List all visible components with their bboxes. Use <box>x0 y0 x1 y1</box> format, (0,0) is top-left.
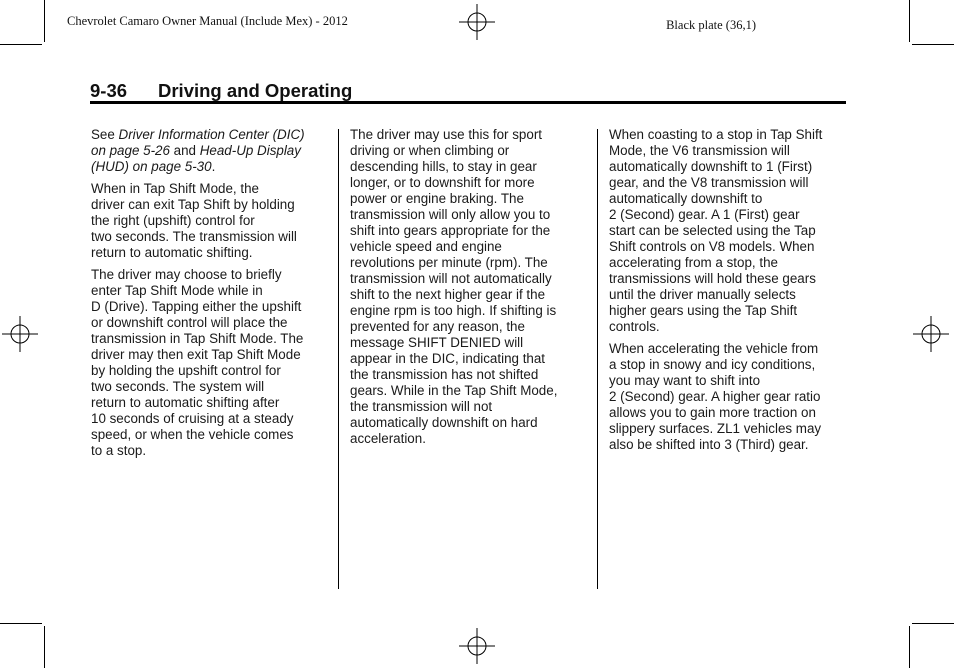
text-line <box>350 399 586 415</box>
text-line <box>609 303 845 319</box>
text-run: higher gears using the Tap Shift <box>609 303 798 318</box>
text-run: automatically downshift on hard <box>350 415 538 430</box>
text-line <box>609 271 845 287</box>
text-line <box>91 411 327 427</box>
text-line <box>609 255 845 271</box>
text-run: automatically downshift to <box>609 191 763 206</box>
text-line <box>609 143 845 159</box>
registration-mark-left <box>2 316 38 352</box>
text-line <box>609 319 845 335</box>
text-run: driver can exit Tap Shift by holding <box>91 197 295 212</box>
text-line <box>609 175 845 191</box>
text-line <box>91 395 327 411</box>
text-run: The driver may use this for sport <box>350 127 543 142</box>
text-line <box>350 335 586 351</box>
text-run: D (Drive). Tapping either the upshift <box>91 299 302 314</box>
text-line <box>609 437 845 453</box>
text-run: gears. While in the Tap Shift Mode, <box>350 383 558 398</box>
text-run: See <box>91 127 119 142</box>
text-run: allows you to gain more traction on <box>609 405 816 420</box>
text-line <box>609 373 845 389</box>
text-line <box>609 207 845 223</box>
text-column-1 <box>91 127 327 465</box>
text-run: . <box>211 159 216 174</box>
registration-mark-bottom <box>459 628 495 664</box>
text-line <box>91 213 327 229</box>
text-run: two seconds. The transmission will <box>91 229 297 244</box>
crop-mark-top-right-vertical <box>909 0 910 42</box>
text-run: the transmission will not <box>350 399 493 414</box>
text-run: driver may then exit Tap Shift Mode <box>91 347 301 362</box>
paragraph <box>350 127 586 447</box>
text-line <box>350 287 586 303</box>
text-run: the right (upshift) control for <box>91 213 255 228</box>
section-title: Driving and Operating <box>158 80 353 101</box>
column-divider-1 <box>338 129 339 589</box>
text-run: start can be selected using the Tap <box>609 223 816 238</box>
text-line <box>609 357 845 373</box>
text-line <box>350 383 586 399</box>
text-line <box>91 283 327 299</box>
text-column-3 <box>609 127 845 459</box>
text-line <box>350 319 586 335</box>
text-line <box>91 267 327 283</box>
text-line <box>91 379 327 395</box>
italic-reference: Driver Information Center (DIC) <box>118 127 305 142</box>
text-run: driving or when climbing or <box>350 143 510 158</box>
text-run: When in Tap Shift Mode, the <box>91 181 259 196</box>
header-rule <box>90 101 846 104</box>
text-line <box>350 351 586 367</box>
text-line <box>91 229 327 245</box>
text-line <box>91 331 327 347</box>
text-run: enter Tap Shift Mode while in <box>91 283 263 298</box>
text-line <box>91 127 327 143</box>
text-run: The driver may choose to briefly <box>91 267 282 282</box>
text-run: automatically downshift to 1 (First) <box>609 159 813 174</box>
text-run: slippery surfaces. ZL1 vehicles may <box>609 421 822 436</box>
text-line <box>91 443 327 459</box>
text-line <box>350 191 586 207</box>
print-plate-label: Black plate (36,1) <box>666 18 756 32</box>
text-run: 2 (Second) gear. A higher gear ratio <box>609 389 821 404</box>
text-line <box>609 239 845 255</box>
text-line <box>350 175 586 191</box>
text-run: transmissions will hold these gears <box>609 271 816 286</box>
text-run: return to automatic shifting. <box>91 245 253 260</box>
text-run: descending hills, to stay in gear <box>350 159 537 174</box>
text-run: longer, or to downshift for more <box>350 175 535 190</box>
text-run: prevented for any reason, the <box>350 319 525 334</box>
text-run: by holding the upshift control for <box>91 363 281 378</box>
text-line <box>609 127 845 143</box>
text-run: transmission in Tap Shift Mode. The <box>91 331 304 346</box>
text-run: two seconds. The system will <box>91 379 265 394</box>
text-line <box>350 303 586 319</box>
text-line <box>91 245 327 261</box>
text-line <box>350 127 586 143</box>
text-line <box>609 421 845 437</box>
text-line <box>350 207 586 223</box>
italic-reference: on page 5-26 <box>91 143 170 158</box>
paragraph <box>91 181 327 261</box>
text-run: shift into gears appropriate for the <box>350 223 551 238</box>
text-run: When accelerating the vehicle from <box>609 341 819 356</box>
crop-mark-bottom-right-vertical <box>909 626 910 668</box>
text-run: When coasting to a stop in Tap Shift <box>609 127 823 142</box>
text-line <box>91 363 327 379</box>
text-line <box>91 159 327 175</box>
paragraph <box>609 341 845 453</box>
text-line <box>350 159 586 175</box>
text-line <box>91 299 327 315</box>
text-run: transmission will not automatically <box>350 271 552 286</box>
text-run: also be shifted into 3 (Third) gear. <box>609 437 809 452</box>
crop-mark-bottom-right-horizontal <box>912 623 954 624</box>
text-run: to a stop. <box>91 443 147 458</box>
text-run: a stop in snowy and icy conditions, <box>609 357 816 372</box>
paragraph <box>91 127 327 175</box>
text-run: Shift controls on V8 models. When <box>609 239 815 254</box>
text-run: accelerating from a stop, the <box>609 255 778 270</box>
text-line <box>91 315 327 331</box>
crop-mark-top-left-horizontal <box>0 44 42 45</box>
text-line <box>609 191 845 207</box>
text-line <box>91 181 327 197</box>
text-run: revolutions per minute (rpm). The <box>350 255 548 270</box>
text-run: power or engine braking. The <box>350 191 524 206</box>
text-run: speed, or when the vehicle comes <box>91 427 294 442</box>
column-divider-2 <box>597 129 598 589</box>
text-run: controls. <box>609 319 660 334</box>
text-line <box>350 239 586 255</box>
text-run: vehicle speed and engine <box>350 239 502 254</box>
italic-reference: (HUD) on page 5-30 <box>91 159 212 174</box>
registration-mark-right <box>913 316 949 352</box>
text-run: transmission will only allow you to <box>350 207 551 222</box>
text-line <box>91 143 327 159</box>
text-line <box>350 223 586 239</box>
paragraph <box>609 127 845 335</box>
text-run: you may want to shift into <box>609 373 761 388</box>
text-run: Mode, the V6 transmission will <box>609 143 790 158</box>
text-run: or downshift control will place the <box>91 315 288 330</box>
crop-mark-bottom-left-horizontal <box>0 623 42 624</box>
text-line <box>350 255 586 271</box>
text-run: gear, and the V8 transmission will <box>609 175 809 190</box>
text-run: message SHIFT DENIED will <box>350 335 524 350</box>
text-column-2 <box>350 127 586 453</box>
text-line <box>350 143 586 159</box>
text-line <box>91 197 327 213</box>
text-run: engine rpm is too high. If shifting is <box>350 303 557 318</box>
print-doc-title: Chevrolet Camaro Owner Manual (Include Mex) - 2012 <box>67 14 348 28</box>
text-run: until the driver manually selects <box>609 287 796 302</box>
registration-mark-top <box>459 4 495 40</box>
text-line <box>91 347 327 363</box>
text-run: 10 seconds of cruising at a steady <box>91 411 294 426</box>
text-line <box>350 271 586 287</box>
text-line <box>350 367 586 383</box>
crop-mark-bottom-left-vertical <box>44 626 45 668</box>
text-run: 2 (Second) gear. A 1 (First) gear <box>609 207 800 222</box>
page-header <box>90 80 846 102</box>
text-line <box>609 223 845 239</box>
text-line <box>609 341 845 357</box>
crop-mark-top-left-vertical <box>44 0 45 42</box>
page-number: 9-36 <box>90 80 128 101</box>
italic-reference: Head-Up Display <box>199 143 301 158</box>
text-line <box>609 287 845 303</box>
text-run: acceleration. <box>350 431 426 446</box>
text-run: appear in the DIC, indicating that <box>350 351 546 366</box>
text-line <box>350 431 586 447</box>
text-line <box>350 415 586 431</box>
crop-mark-top-right-horizontal <box>912 44 954 45</box>
text-line <box>609 389 845 405</box>
text-line <box>91 427 327 443</box>
text-run: the transmission has not shifted <box>350 367 539 382</box>
text-run: and <box>169 143 200 158</box>
text-run: shift to the next higher gear if the <box>350 287 546 302</box>
text-line <box>609 405 845 421</box>
text-line <box>609 159 845 175</box>
paragraph <box>91 267 327 459</box>
text-run: return to automatic shifting after <box>91 395 280 410</box>
